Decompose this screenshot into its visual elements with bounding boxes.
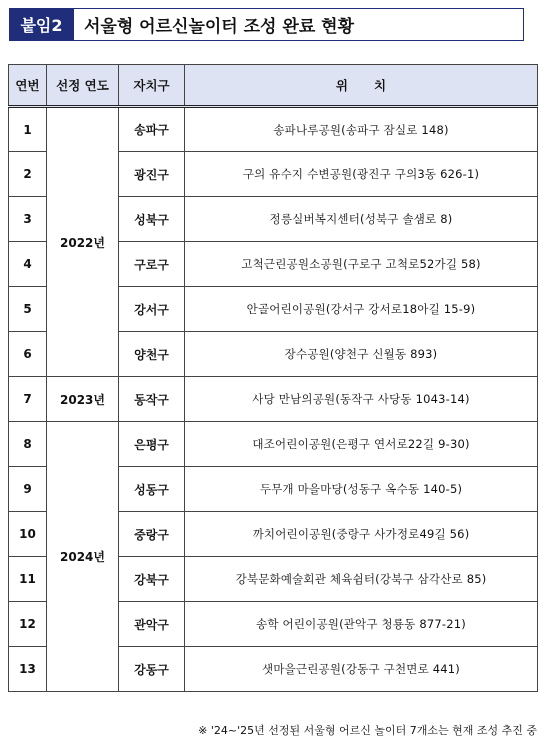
- row-number: 8: [9, 422, 47, 467]
- col-header-district: 자치구: [119, 65, 185, 107]
- location-cell: 까치어린이공원(중랑구 사가정로49길 56): [185, 512, 538, 557]
- row-number: 6: [9, 332, 47, 377]
- district-cell: 성동구: [119, 467, 185, 512]
- col-header-location: 위 치: [185, 65, 538, 107]
- district-cell: 송파구: [119, 107, 185, 152]
- district-cell: 은평구: [119, 422, 185, 467]
- row-number: 9: [9, 467, 47, 512]
- table-row: [9, 377, 538, 422]
- year-cell: 2024년: [47, 422, 119, 692]
- footnote: ※ '24~'25년 선정된 서울형 어르신 놀이터 7개소는 현재 조성 추진 중: [198, 724, 537, 737]
- district-cell: 강서구: [119, 287, 185, 332]
- page-title: 서울형 어르신놀이터 조성 완료 현황: [74, 8, 524, 41]
- district-cell: 강북구: [119, 557, 185, 602]
- location-cell: 송파나루공원(송파구 잠실로 148): [185, 107, 538, 152]
- header: [9, 8, 524, 41]
- row-number: 4: [9, 242, 47, 287]
- location-cell: 구의 유수지 수변공원(광진구 구의3동 626-1): [185, 152, 538, 197]
- location-cell: 정릉실버복지센터(성북구 솔샘로 8): [185, 197, 538, 242]
- row-number: 1: [9, 107, 47, 152]
- district-cell: 동작구: [119, 377, 185, 422]
- year-cell: 2023년: [47, 377, 119, 422]
- location-cell: 두무개 마을마당(성동구 옥수동 140-5): [185, 467, 538, 512]
- row-number: 11: [9, 557, 47, 602]
- row-number: 7: [9, 377, 47, 422]
- location-cell: 안골어린이공원(강서구 강서로18아길 15-9): [185, 287, 538, 332]
- row-number: 13: [9, 647, 47, 692]
- location-cell: 송학 어린이공원(관악구 청룡동 877-21): [185, 602, 538, 647]
- district-cell: 중랑구: [119, 512, 185, 557]
- district-cell: 양천구: [119, 332, 185, 377]
- location-cell: 샛마을근린공원(강동구 구천면로 441): [185, 647, 538, 692]
- table-row: [9, 107, 538, 152]
- row-number: 10: [9, 512, 47, 557]
- row-number: 3: [9, 197, 47, 242]
- location-cell: 고척근린공원소공원(구로구 고척로52가길 58): [185, 242, 538, 287]
- district-cell: 구로구: [119, 242, 185, 287]
- location-cell: 사당 만남의공원(동작구 사당동 1043-14): [185, 377, 538, 422]
- status-table: [8, 64, 538, 692]
- district-cell: 강동구: [119, 647, 185, 692]
- table-header-row: [9, 65, 538, 107]
- col-header-number: 연번: [9, 65, 47, 107]
- year-cell: 2022년: [47, 107, 119, 377]
- location-cell: 장수공원(양천구 신월동 893): [185, 332, 538, 377]
- location-cell: 강북문화예술회관 체육쉼터(강북구 삼각산로 85): [185, 557, 538, 602]
- district-cell: 광진구: [119, 152, 185, 197]
- row-number: 12: [9, 602, 47, 647]
- table-row: [9, 422, 538, 467]
- row-number: 2: [9, 152, 47, 197]
- row-number: 5: [9, 287, 47, 332]
- location-cell: 대조어린이공원(은평구 연서로22길 9-30): [185, 422, 538, 467]
- col-header-year: 선정 연도: [47, 65, 119, 107]
- district-cell: 관악구: [119, 602, 185, 647]
- attachment-badge: 붙임2: [9, 8, 74, 41]
- district-cell: 성북구: [119, 197, 185, 242]
